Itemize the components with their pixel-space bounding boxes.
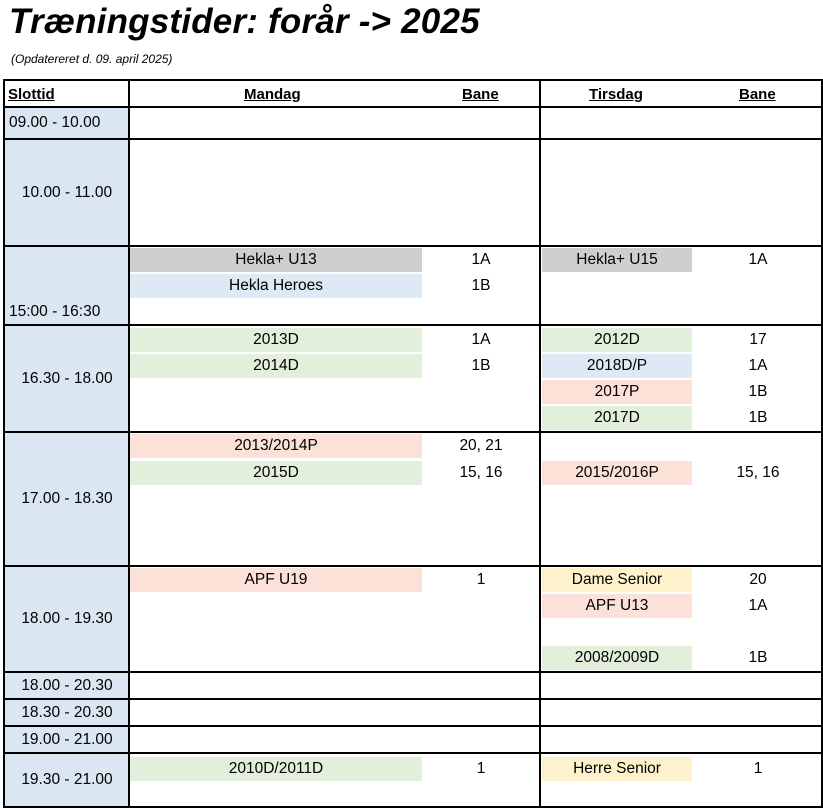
mandag-team: 2013D	[130, 328, 422, 352]
header-tirsdag: Tirsdag	[589, 86, 643, 103]
header-mandag: Mandag	[244, 86, 301, 103]
column-divider	[539, 79, 541, 808]
mandag-team: APF U19	[130, 568, 422, 592]
tirsdag-team: 2017D	[542, 406, 692, 430]
header-slottid: Slottid	[8, 86, 55, 103]
mandag-bane: 15, 16	[459, 464, 503, 481]
tirsdag-bane: 20	[749, 571, 767, 588]
slot-time: 16.30 - 18.00	[21, 369, 113, 387]
mandag-team: 2010D/2011D	[130, 757, 422, 781]
slot-time: 17.00 - 18.30	[21, 490, 113, 507]
mandag-bane: 1	[476, 571, 486, 588]
mandag-bane: 1B	[471, 357, 491, 374]
slot-time: 09.00 - 10.00	[9, 114, 101, 131]
tirsdag-bane: 1B	[748, 409, 768, 426]
tirsdag-bane: 15, 16	[736, 464, 780, 481]
slot-time: 19.00 - 21.00	[21, 730, 113, 748]
header-bane-mandag: Bane	[462, 86, 499, 103]
tirsdag-bane: 1A	[748, 597, 768, 614]
tirsdag-bane: 1A	[748, 357, 768, 374]
updated-note: (Opdatereret d. 09. april 2025)	[11, 52, 173, 66]
tirsdag-team: 2012D	[542, 328, 692, 352]
tirsdag-team: 2015/2016P	[542, 461, 692, 485]
slot-time: 15:00 - 16:30	[9, 303, 101, 320]
tirsdag-team: APF U13	[542, 594, 692, 618]
mandag-bane: 1B	[471, 277, 491, 294]
mandag-team: 2013/2014P	[130, 434, 422, 458]
slot-time: 10.00 - 11.00	[21, 183, 113, 201]
tirsdag-bane: 1B	[748, 383, 768, 400]
mandag-bane: 1	[476, 760, 486, 777]
slot-time: 18.00 - 19.30	[21, 610, 113, 627]
header-bane-tirsdag: Bane	[739, 86, 776, 103]
tirsdag-bane: 1A	[748, 251, 768, 268]
tirsdag-team: Herre Senior	[542, 757, 692, 781]
mandag-bane: 1A	[471, 331, 491, 348]
tirsdag-bane: 1	[753, 760, 763, 777]
slot-time: 19.30 - 21.00	[21, 771, 113, 788]
tirsdag-team: 2017P	[542, 380, 692, 404]
tirsdag-bane: 17	[749, 331, 767, 348]
tirsdag-team: Dame Senior	[542, 568, 692, 592]
mandag-team: 2015D	[130, 461, 422, 485]
mandag-team: Hekla+ U13	[130, 248, 422, 272]
slot-time: 18.30 - 20.30	[21, 703, 113, 721]
row-divider	[4, 245, 823, 247]
page-title: Træningstider: forår -> 2025	[9, 2, 480, 41]
tirsdag-team: 2008/2009D	[542, 646, 692, 670]
tirsdag-bane: 1B	[748, 649, 768, 666]
tirsdag-team: 2018D/P	[542, 354, 692, 378]
mandag-team: Hekla Heroes	[130, 274, 422, 298]
tirsdag-team: Hekla+ U15	[542, 248, 692, 272]
mandag-team: 2014D	[130, 354, 422, 378]
slot-time: 18.00 - 20.30	[21, 676, 113, 694]
row-divider	[4, 79, 823, 81]
mandag-bane: 1A	[471, 251, 491, 268]
mandag-bane: 20, 21	[459, 437, 503, 454]
